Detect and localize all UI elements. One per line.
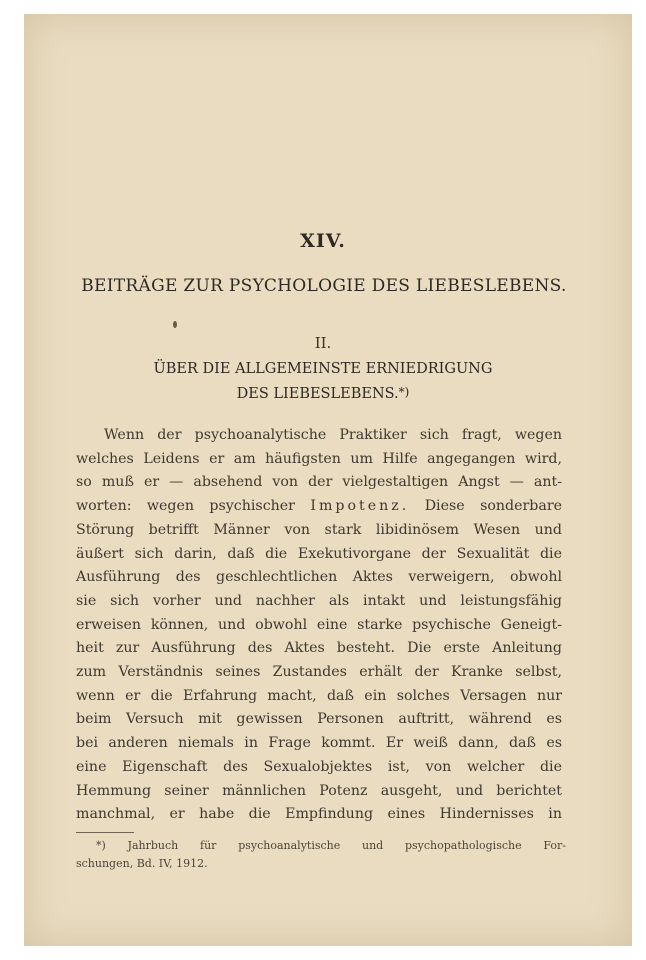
essay-title-line-2: DES LIEBESLEBENS.*) (236, 385, 410, 402)
text-line: Wenn der psychoanalytische Praktiker sich fragt, wegen (104, 427, 562, 443)
part-number: II. (314, 334, 332, 352)
footnote-line: *) Jahrbuch für psychoanalytische und psychopathologische For- (96, 839, 566, 852)
essay-title (100, 358, 546, 406)
footnote-line: schungen, Bd. IV, 1912. (76, 857, 208, 870)
text-line (76, 495, 562, 519)
text-line: zum Verständnis seines Zustandes erhält der Kranke selbst, (76, 664, 562, 681)
text-line: heit zur Ausführung des Aktes besteht. Die erste Anleitung (76, 640, 562, 657)
text-line: welches Leidens er am häufigsten um Hilfe angegangen wird, (76, 450, 562, 467)
text-line: manchmal, er habe die Empfindung eines Hindernisses in (76, 806, 562, 823)
text-line: Störung betrifft Männer von stark libidinösem Wesen und (76, 521, 562, 538)
text-line: bei anderen niemals in Frage kommt. Er weiß dann, daß es (76, 735, 562, 752)
footnote-reference: *) (398, 385, 410, 399)
text-line: beim Versuch mit gewissen Personen auftritt, während es (76, 711, 562, 728)
body-paragraph (76, 424, 562, 827)
text-fragment: worten: wegen psychischer (76, 498, 295, 515)
text-line: Ausführung des geschlechtlichen Aktes verweigern, obwohl (76, 569, 562, 586)
chapter-title: BEITRÄGE ZUR PSYCHOLOGIE DES LIEBESLEBENS. (81, 276, 567, 296)
chapter-number: XIV. (300, 230, 346, 252)
text-line: eine Eigenschaft des Sexualobjektes ist, von welcher die (76, 758, 562, 775)
text-line: Hemmung seiner männlichen Potenz ausgeht, und berichtet (76, 782, 562, 799)
text-fragment: Diese sonderbare (424, 498, 563, 515)
essay-title-line-1: ÜBER DIE ALLGEMEINSTE ERNIEDRIGUNG (153, 361, 493, 377)
footnote (76, 837, 566, 873)
text-line: wenn er die Erfahrung macht, daß ein solches Versagen nur (76, 687, 562, 704)
footnote-divider (76, 832, 134, 833)
ink-speck (173, 321, 177, 328)
emphasized-term: Impotenz. (310, 498, 410, 515)
text-line: erweisen können, und obwohl eine starke psychische Geneigt- (76, 616, 562, 633)
text-line: sie sich vorher und nachher als intakt und leistungsfähig (76, 592, 562, 609)
text-line: so muß er — absehend von der vielgestaltigen Angst — ant- (76, 474, 562, 491)
text-line: äußert sich darin, daß die Exekutivorgane der Sexualität die (76, 545, 562, 562)
